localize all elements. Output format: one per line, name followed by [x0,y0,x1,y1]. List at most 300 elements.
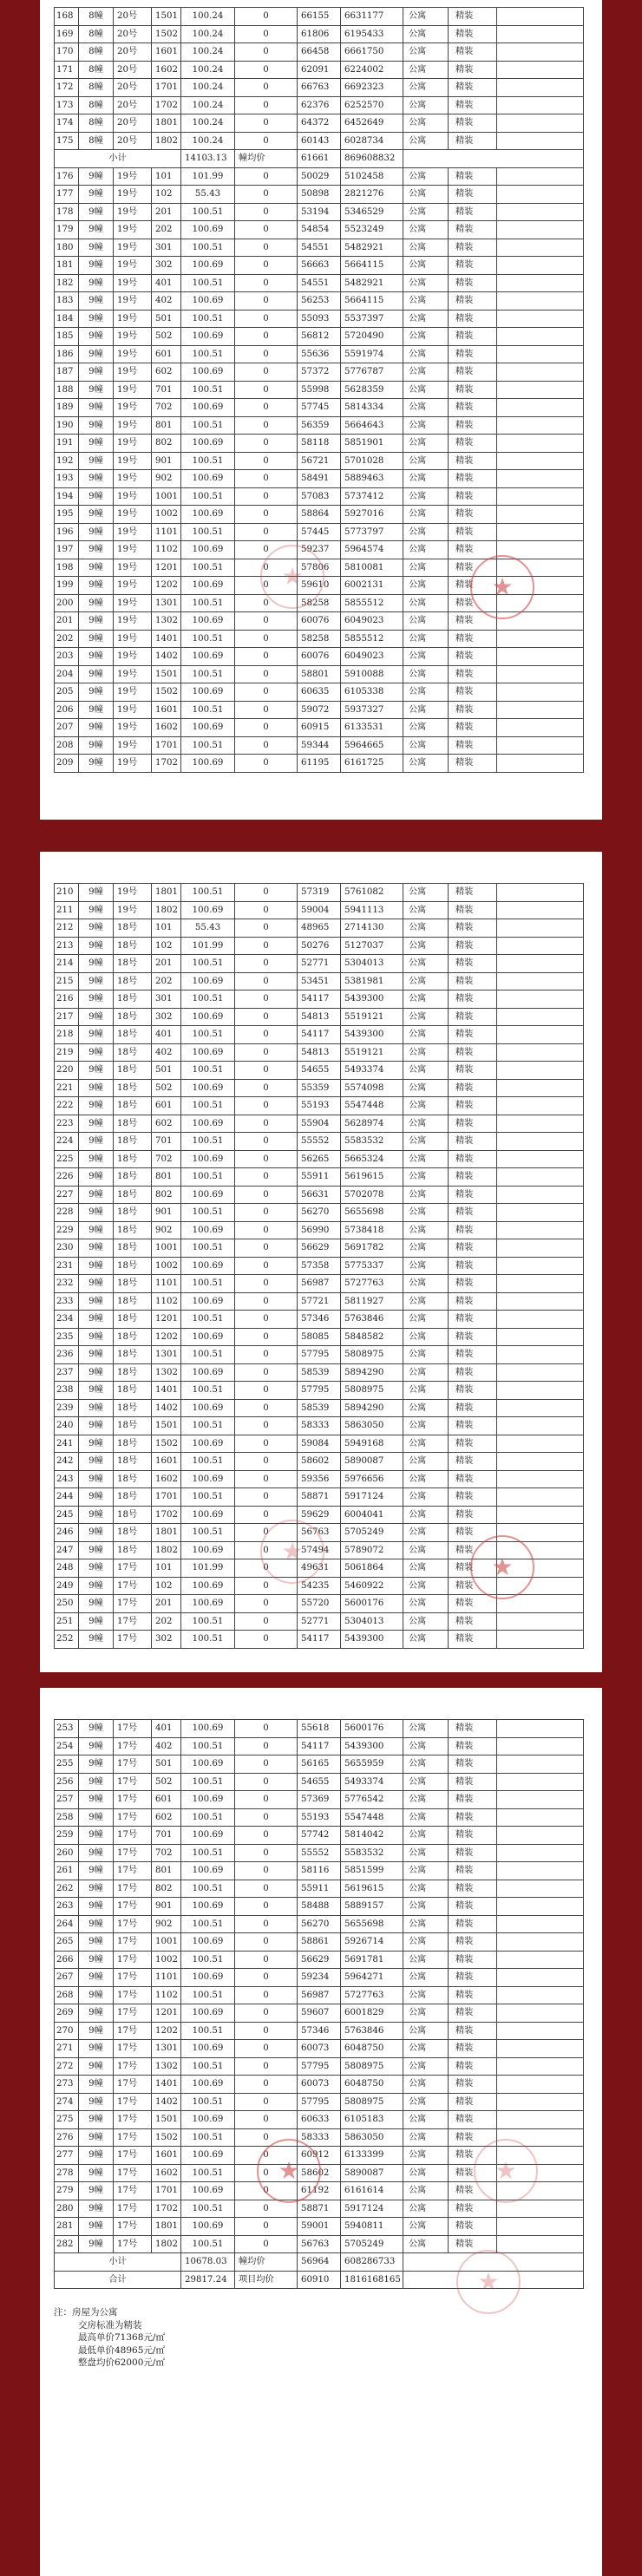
building-cell: 9幢 [79,2093,114,2111]
floor-cell: 0 [235,1133,298,1151]
unit-price-cell: 54655 [298,1773,341,1791]
row-number-cell: 264 [55,1915,79,1933]
decoration-cell: 精装 [449,2057,497,2076]
decoration-cell: 精装 [449,2128,497,2147]
floor-cell: 0 [235,25,298,43]
usage-cell: 公寓 [403,1221,449,1239]
total-price-cell: 6161614 [341,2182,403,2200]
area-cell: 100.69 [181,1755,235,1774]
room-cell: 1702 [152,96,181,114]
unit-price-cell: 58801 [298,665,341,683]
empty-cell [497,1221,584,1239]
room-cell: 101 [152,1559,181,1578]
row-number-cell: 236 [55,1346,79,1364]
unit-cell: 17号 [114,2093,152,2111]
table-row [55,1969,584,1987]
decoration-cell: 精装 [449,972,497,991]
empty-cell [497,937,584,955]
building-cell: 8幢 [79,25,114,43]
unit-cell: 19号 [114,274,152,292]
decoration-cell: 精装 [449,1791,497,1809]
empty-cell [497,363,584,382]
area-cell: 100.69 [181,755,235,773]
empty-cell [497,239,584,257]
row-number-cell: 245 [55,1506,79,1524]
total-price-cell: 5940811 [341,2218,403,2236]
row-number-cell: 178 [55,203,79,221]
usage-cell: 公寓 [403,186,449,204]
table-row [55,1257,584,1275]
empty-cell [497,901,584,919]
total-price-cell: 5964271 [341,1969,403,1987]
unit-price-cell: 60912 [298,2147,341,2165]
row-number-cell: 277 [55,2147,79,2165]
unit-price-cell: 59237 [298,541,341,559]
area-cell: 100.69 [181,1541,235,1559]
floor-cell: 0 [235,1737,298,1755]
decoration-cell: 精装 [449,435,497,453]
building-cell: 9幢 [79,2111,114,2129]
area-cell: 100.51 [181,955,235,973]
empty-cell [497,399,584,417]
unit-price-cell: 66458 [298,43,341,62]
empty-cell [497,1612,584,1631]
room-cell: 1702 [152,2200,181,2218]
empty-cell [497,955,584,973]
unit-price-cell: 60633 [298,2111,341,2129]
table-row [55,1612,584,1631]
empty-cell [497,25,584,43]
table-row [55,2040,584,2058]
area-cell: 100.24 [181,96,235,114]
average-price-value: 60910 [298,2271,341,2289]
average-price-value: 61661 [298,150,341,168]
usage-cell: 公寓 [403,1453,449,1471]
empty-cell [497,630,584,648]
room-cell: 502 [152,1773,181,1791]
unit-cell: 19号 [114,452,152,470]
row-number-cell: 258 [55,1808,79,1827]
usage-cell: 公寓 [403,559,449,577]
unit-cell: 18号 [114,1008,152,1026]
total-price-cell: 5810081 [341,559,403,577]
room-cell: 1102 [152,1986,181,2004]
area-cell: 100.69 [181,1898,235,1916]
unit-price-cell: 60073 [298,2076,341,2094]
decoration-cell: 精装 [449,594,497,612]
usage-cell: 公寓 [403,8,449,26]
room-cell: 601 [152,345,181,363]
room-cell: 201 [152,1595,181,1613]
floor-cell: 0 [235,1844,298,1862]
unit-cell: 17号 [114,1755,152,1774]
usage-cell: 公寓 [403,345,449,363]
unit-cell: 20号 [114,114,152,133]
usage-cell: 公寓 [403,1026,449,1044]
building-cell: 9幢 [79,1791,114,1809]
usage-cell: 公寓 [403,1577,449,1595]
unit-cell: 17号 [114,2235,152,2253]
total-price-cell: 5808975 [341,2093,403,2111]
usage-cell: 公寓 [403,1720,449,1738]
area-cell: 100.51 [181,1986,235,2004]
official-seal-stamp [470,1535,534,1599]
total-price-cell: 5537397 [341,310,403,328]
building-cell: 9幢 [79,1453,114,1471]
decoration-cell: 精装 [449,541,497,559]
total-price-cell: 5851901 [341,435,403,453]
room-cell: 1101 [152,523,181,541]
area-cell: 100.69 [181,1328,235,1346]
room-cell: 401 [152,274,181,292]
empty-cell [497,1827,584,1845]
building-cell: 9幢 [79,594,114,612]
building-cell: 9幢 [79,399,114,417]
row-number-cell: 192 [55,452,79,470]
usage-cell: 公寓 [403,79,449,97]
usage-cell: 公寓 [403,991,449,1009]
total-price-cell: 5127037 [341,937,403,955]
unit-cell: 19号 [114,577,152,595]
room-cell: 202 [152,221,181,239]
table-row [55,972,584,991]
floor-cell: 0 [235,648,298,666]
decoration-cell: 精装 [449,1346,497,1364]
total-price-cell: 5439300 [341,1026,403,1044]
floor-cell: 0 [235,1115,298,1133]
building-cell: 9幢 [79,2076,114,2094]
table-row [55,955,584,973]
usage-cell: 公寓 [403,1239,449,1258]
row-number-cell: 204 [55,665,79,683]
unit-price-cell: 56663 [298,257,341,275]
floor-cell: 0 [235,719,298,737]
decoration-cell: 精装 [449,114,497,133]
price-table-page-1 [54,7,584,773]
row-number-cell: 256 [55,1773,79,1791]
decoration-cell: 精装 [449,1150,497,1168]
unit-price-cell: 54655 [298,1062,341,1080]
table-row [55,203,584,221]
table-row [55,1470,584,1488]
floor-cell: 0 [235,665,298,683]
unit-cell: 18号 [114,1488,152,1507]
table-row [55,2093,584,2111]
unit-price-cell: 56359 [298,416,341,435]
table-row [55,1150,584,1168]
decoration-cell: 精装 [449,884,497,902]
usage-cell: 公寓 [403,2093,449,2111]
unit-price-cell: 54854 [298,221,341,239]
usage-cell: 公寓 [403,470,449,488]
unit-price-cell: 59084 [298,1435,341,1453]
unit-cell: 17号 [114,1559,152,1578]
building-cell: 9幢 [79,2057,114,2076]
total-price-cell: 5705249 [341,2235,403,2253]
unit-cell: 19号 [114,221,152,239]
building-cell: 9幢 [79,648,114,666]
table-row [55,132,584,150]
building-cell: 9幢 [79,328,114,346]
unit-price-cell: 57346 [298,1311,341,1329]
usage-cell: 公寓 [403,2147,449,2165]
room-cell: 802 [152,1186,181,1204]
building-cell: 9幢 [79,435,114,453]
area-cell: 100.51 [181,1168,235,1187]
building-cell: 9幢 [79,1773,114,1791]
room-cell: 1101 [152,1275,181,1293]
unit-price-cell: 56631 [298,1186,341,1204]
floor-cell: 0 [235,1221,298,1239]
row-number-cell: 233 [55,1292,79,1311]
area-cell: 100.69 [181,1115,235,1133]
usage-cell: 公寓 [403,736,449,755]
area-cell: 101.99 [181,937,235,955]
unit-cell: 18号 [114,1541,152,1559]
room-cell: 302 [152,1008,181,1026]
usage-cell: 公寓 [403,1186,449,1204]
empty-cell [497,919,584,938]
decoration-cell: 精装 [449,1008,497,1026]
area-cell: 100.51 [181,381,235,399]
subtotal-label: 小计 [55,150,181,168]
area-cell: 100.51 [181,1915,235,1933]
decoration-cell: 精装 [449,1311,497,1329]
area-cell: 100.69 [181,1399,235,1417]
decoration-cell: 精装 [449,719,497,737]
building-cell: 9幢 [79,1524,114,1542]
unit-price-cell: 57372 [298,363,341,382]
area-cell: 100.69 [181,1595,235,1613]
room-cell: 202 [152,1612,181,1631]
notes-line: 最低单价48965元/㎡ [78,2344,165,2356]
area-cell: 100.51 [181,594,235,612]
usage-cell: 公寓 [403,1435,449,1453]
building-cell: 9幢 [79,2200,114,2218]
table-row [55,1328,584,1346]
unit-price-cell: 56987 [298,1275,341,1293]
row-number-cell: 182 [55,274,79,292]
area-cell: 100.69 [181,292,235,311]
usage-cell: 公寓 [403,1595,449,1613]
unit-price-cell: 55998 [298,381,341,399]
area-cell: 100.51 [181,884,235,902]
area-cell: 100.69 [181,435,235,453]
empty-cell [497,1363,584,1382]
total-price-cell: 5808975 [341,2057,403,2076]
unit-cell: 20号 [114,43,152,62]
unit-price-cell: 60076 [298,648,341,666]
row-number-cell: 266 [55,1951,79,1969]
decoration-cell: 精装 [449,487,497,506]
empty-cell [497,470,584,488]
row-number-cell: 217 [55,1008,79,1026]
area-cell: 100.51 [181,1311,235,1329]
row-number-cell: 177 [55,186,79,204]
area-cell: 100.69 [181,221,235,239]
room-cell: 1702 [152,755,181,773]
row-number-cell: 273 [55,2076,79,2094]
total-price-cell: 5574098 [341,1079,403,1097]
subtotal-area: 14103.13 [181,150,235,168]
room-cell: 1001 [152,487,181,506]
floor-cell: 0 [235,310,298,328]
building-cell: 9幢 [79,919,114,938]
room-cell: 501 [152,1755,181,1774]
total-price-cell: 5439300 [341,1737,403,1755]
building-cell: 9幢 [79,612,114,631]
total-price-cell: 5523249 [341,221,403,239]
table-row [55,292,584,311]
total-price-cell: 5964665 [341,736,403,755]
usage-cell: 公寓 [403,1292,449,1311]
area-cell: 100.69 [181,1862,235,1880]
decoration-cell: 精装 [449,506,497,524]
unit-cell: 19号 [114,884,152,902]
usage-cell: 公寓 [403,506,449,524]
area-cell: 100.51 [181,416,235,435]
row-number-cell: 244 [55,1488,79,1507]
building-cell: 9幢 [79,1079,114,1097]
row-number-cell: 269 [55,2004,79,2023]
table-row [55,523,584,541]
floor-cell: 0 [235,2182,298,2200]
unit-cell: 19号 [114,701,152,719]
unit-cell: 18号 [114,1257,152,1275]
total-price-cell: 5547448 [341,1808,403,1827]
area-cell: 100.69 [181,470,235,488]
total-price-cell: 5304013 [341,1612,403,1631]
usage-cell: 公寓 [403,274,449,292]
decoration-cell: 精装 [449,203,497,221]
row-number-cell: 205 [55,683,79,702]
floor-cell: 0 [235,1204,298,1222]
floor-cell: 0 [235,381,298,399]
unit-price-cell: 56165 [298,1755,341,1774]
row-number-cell: 225 [55,1150,79,1168]
empty-cell [497,2004,584,2023]
area-cell: 100.51 [181,345,235,363]
empty-cell [497,96,584,114]
unit-cell: 18号 [114,1115,152,1133]
table-row [55,1808,584,1827]
floor-cell: 0 [235,257,298,275]
building-cell: 8幢 [79,8,114,26]
decoration-cell: 精装 [449,1969,497,1987]
usage-cell: 公寓 [403,1150,449,1168]
row-number-cell: 227 [55,1186,79,1204]
unit-cell: 19号 [114,167,152,186]
decoration-cell: 精装 [449,2076,497,2094]
unit-cell: 17号 [114,1720,152,1738]
total-price-cell: 2714130 [341,919,403,938]
room-cell: 1802 [152,2235,181,2253]
usage-cell: 公寓 [403,2218,449,2236]
row-number-cell: 200 [55,594,79,612]
floor-cell: 0 [235,523,298,541]
empty-cell [497,1453,584,1471]
unit-price-cell: 59072 [298,701,341,719]
room-cell: 902 [152,1221,181,1239]
unit-cell: 18号 [114,1043,152,1062]
usage-cell: 公寓 [403,1043,449,1062]
total-price-cell: 6452649 [341,114,403,133]
empty-cell [497,1898,584,1916]
unit-cell: 19号 [114,186,152,204]
unit-cell: 17号 [114,1808,152,1827]
empty-cell [497,1186,584,1204]
room-cell: 1502 [152,2128,181,2147]
room-cell: 1002 [152,1257,181,1275]
building-cell: 9幢 [79,2164,114,2182]
decoration-cell: 精装 [449,416,497,435]
building-cell: 9幢 [79,1221,114,1239]
total-price-cell: 6161725 [341,755,403,773]
unit-cell: 17号 [114,2022,152,2040]
unit-cell: 18号 [114,1346,152,1364]
unit-price-cell: 58539 [298,1399,341,1417]
decoration-cell: 精装 [449,1026,497,1044]
usage-cell: 公寓 [403,2200,449,2218]
building-cell: 9幢 [79,1328,114,1346]
unit-price-cell: 55911 [298,1168,341,1187]
total-price-cell: 5894290 [341,1363,403,1382]
floor-cell: 0 [235,114,298,133]
unit-cell: 17号 [114,2004,152,2023]
empty-cell [497,1880,584,1898]
usage-cell: 公寓 [403,1986,449,2004]
total-price-cell: 6002131 [341,577,403,595]
usage-cell: 公寓 [403,25,449,43]
table-row [55,1204,584,1222]
unit-price-cell: 61192 [298,2182,341,2200]
usage-cell: 公寓 [403,310,449,328]
table-row [55,2235,584,2253]
floor-cell: 0 [235,955,298,973]
floor-cell: 0 [235,435,298,453]
empty-cell [497,1257,584,1275]
row-number-cell: 232 [55,1275,79,1293]
room-cell: 1401 [152,1382,181,1400]
total-price-cell: 6692323 [341,79,403,97]
unit-cell: 17号 [114,1791,152,1809]
row-number-cell: 271 [55,2040,79,2058]
unit-price-cell: 61195 [298,755,341,773]
floor-cell: 0 [235,594,298,612]
floor-cell: 0 [235,884,298,902]
unit-price-cell: 59234 [298,1969,341,1987]
average-price-label: 项目均价 [235,2271,298,2289]
decoration-cell: 精装 [449,292,497,311]
empty-cell [497,1470,584,1488]
unit-price-cell: 55093 [298,310,341,328]
area-cell: 100.69 [181,328,235,346]
row-number-cell: 278 [55,2164,79,2182]
room-cell: 1501 [152,665,181,683]
usage-cell: 公寓 [403,96,449,114]
building-cell: 9幢 [79,1275,114,1293]
unit-cell: 18号 [114,1292,152,1311]
total-price-cell: 5702078 [341,1186,403,1204]
area-cell: 100.51 [181,1737,235,1755]
building-cell: 9幢 [79,1257,114,1275]
usage-cell: 公寓 [403,901,449,919]
floor-cell: 0 [235,1346,298,1364]
unit-cell: 18号 [114,1062,152,1080]
row-number-cell: 237 [55,1363,79,1382]
decoration-cell: 精装 [449,239,497,257]
row-number-cell: 214 [55,955,79,973]
